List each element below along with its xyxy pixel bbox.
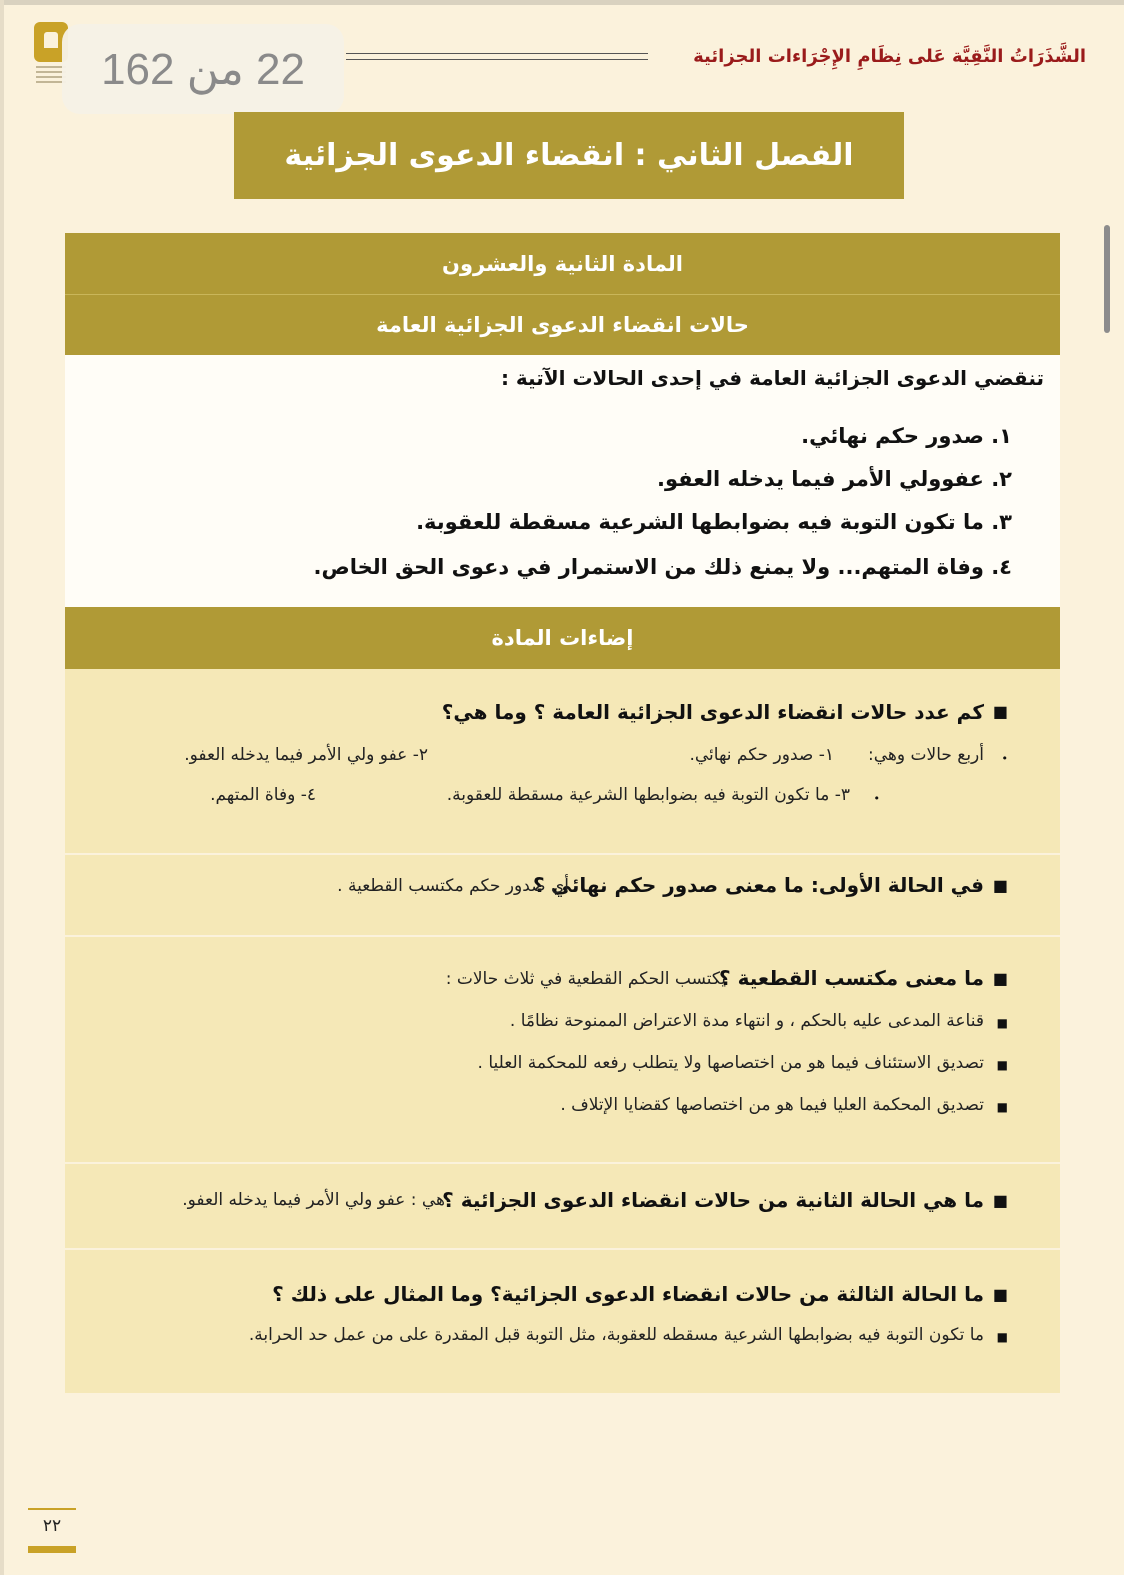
question-finality-meaning: ما معنى مكتسب القطعية ؟ [719, 966, 984, 990]
answer-second-case: هي : عفو ولي الأمر فيما يدخله العفو. [182, 1190, 445, 1210]
answer-lead: أربع حالات وهي: [868, 745, 984, 765]
page-number: ٢٢ [42, 1516, 62, 1536]
square-bullet-icon: ■ [992, 1285, 1008, 1304]
running-header-title: الشَّذَرَاتُ النَّقِيَّة عَلى نِظَامِ الإِجْرَاءات الجزائية [693, 46, 1086, 67]
answer-case-2: ٢- عفو ولي الأمر فيما يدخله العفو. [184, 745, 428, 765]
square-bullet-icon: ■ [996, 1058, 1008, 1072]
question-final-judgment: في الحالة الأولى: ما معنى صدور حكم نهائي ؟ [533, 873, 984, 897]
insights-heading: إضاءات المادة [65, 607, 1060, 669]
section-divider [65, 935, 1060, 937]
article-intro: تنقضي الدعوى الجزائية العامة في إحدى الحالات الآتية : [500, 366, 1044, 390]
article-number: المادة الثانية والعشرون [65, 233, 1060, 294]
answer-finality-meaning: يكتسب الحكم القطعية في ثلاث حالات : [445, 969, 726, 989]
finality-point: قناعة المدعى عليه بالحكم ، و انتهاء مدة الاعتراض الممنوحة نظامًا . [509, 1011, 984, 1031]
square-bullet-icon: ■ [996, 1016, 1008, 1030]
article-item: ٢. عفوولي الأمر فيما يدخله العفو. [656, 467, 1012, 491]
header-rule-double [346, 59, 648, 60]
question-second-case: ما هي الحالة الثانية من حالات انقضاء الدعوى الجزائية ؟ [442, 1188, 984, 1212]
square-bullet-icon: ■ [992, 1191, 1008, 1210]
question-count-of-cases: كم عدد حالات انقضاء الدعوى الجزائية العامة ؟ وما هي؟ [441, 700, 984, 724]
section-divider [65, 853, 1060, 855]
square-bullet-icon: ■ [996, 1100, 1008, 1114]
article-item: ٣. ما تكون التوبة فيه بضوابطها الشرعية مسقطة للعقوبة. [416, 510, 1012, 534]
square-bullet-icon: ■ [992, 702, 1008, 721]
vertical-scrollbar[interactable] [1104, 225, 1110, 333]
page-number-bar [28, 1546, 76, 1553]
answer-case-4: ٤- وفاة المتهم. [210, 785, 316, 805]
square-bullet-icon: ■ [996, 1330, 1008, 1344]
section-divider [65, 1248, 1060, 1250]
page-counter: 22 من 162 [62, 24, 344, 114]
square-bullet-icon: ■ [992, 969, 1008, 988]
dot-bullet-icon: • [873, 792, 880, 805]
page-number-rule [28, 1508, 76, 1510]
question-third-case: ما الحالة الثالثة من حالات انقضاء الدعوى الجزائية؟ وما المثال على ذلك ؟ [272, 1282, 984, 1306]
finality-point: تصديق المحكمة العليا فيما هو من اختصاصها كقضايا الإتلاف . [560, 1095, 984, 1115]
page-edge-left [0, 0, 4, 1575]
article-item: ١. صدور حكم نهائي. [801, 424, 1012, 448]
answer-case-1: ١- صدور حكم نهائي. [689, 745, 834, 765]
answer-third-case: ما تكون التوبة فيه بضوابطها الشرعية مسقطه للعقوبة، مثل التوبة قبل المقدرة على من عمل حد الحرابة. [248, 1325, 984, 1345]
finality-point: تصديق الاستئناف فيما هو من اختصاصها ولا يتطلب رفعه للمحكمة العليا . [477, 1053, 984, 1073]
section-divider [65, 1162, 1060, 1164]
article-item: ٤. وفاة المتهم... ولا يمنع ذلك من الاستمرار في دعوى الحق الخاص. [313, 555, 1012, 579]
answer-case-3: ٣- ما تكون التوبة فيه بضوابطها الشرعية مسقطة للعقوبة. [446, 785, 850, 805]
answer-final-judgment: أي صدور حكم مكتسب القطعية . [337, 876, 569, 896]
square-bullet-icon: ■ [992, 876, 1008, 895]
article-title: حالات انقضاء الدعوى الجزائية العامة [65, 295, 1060, 355]
chapter-title: الفصل الثاني : انقضاء الدعوى الجزائية [234, 112, 904, 199]
dot-bullet-icon: • [1001, 752, 1008, 765]
header-rule [346, 53, 648, 54]
page-edge [0, 0, 1124, 5]
